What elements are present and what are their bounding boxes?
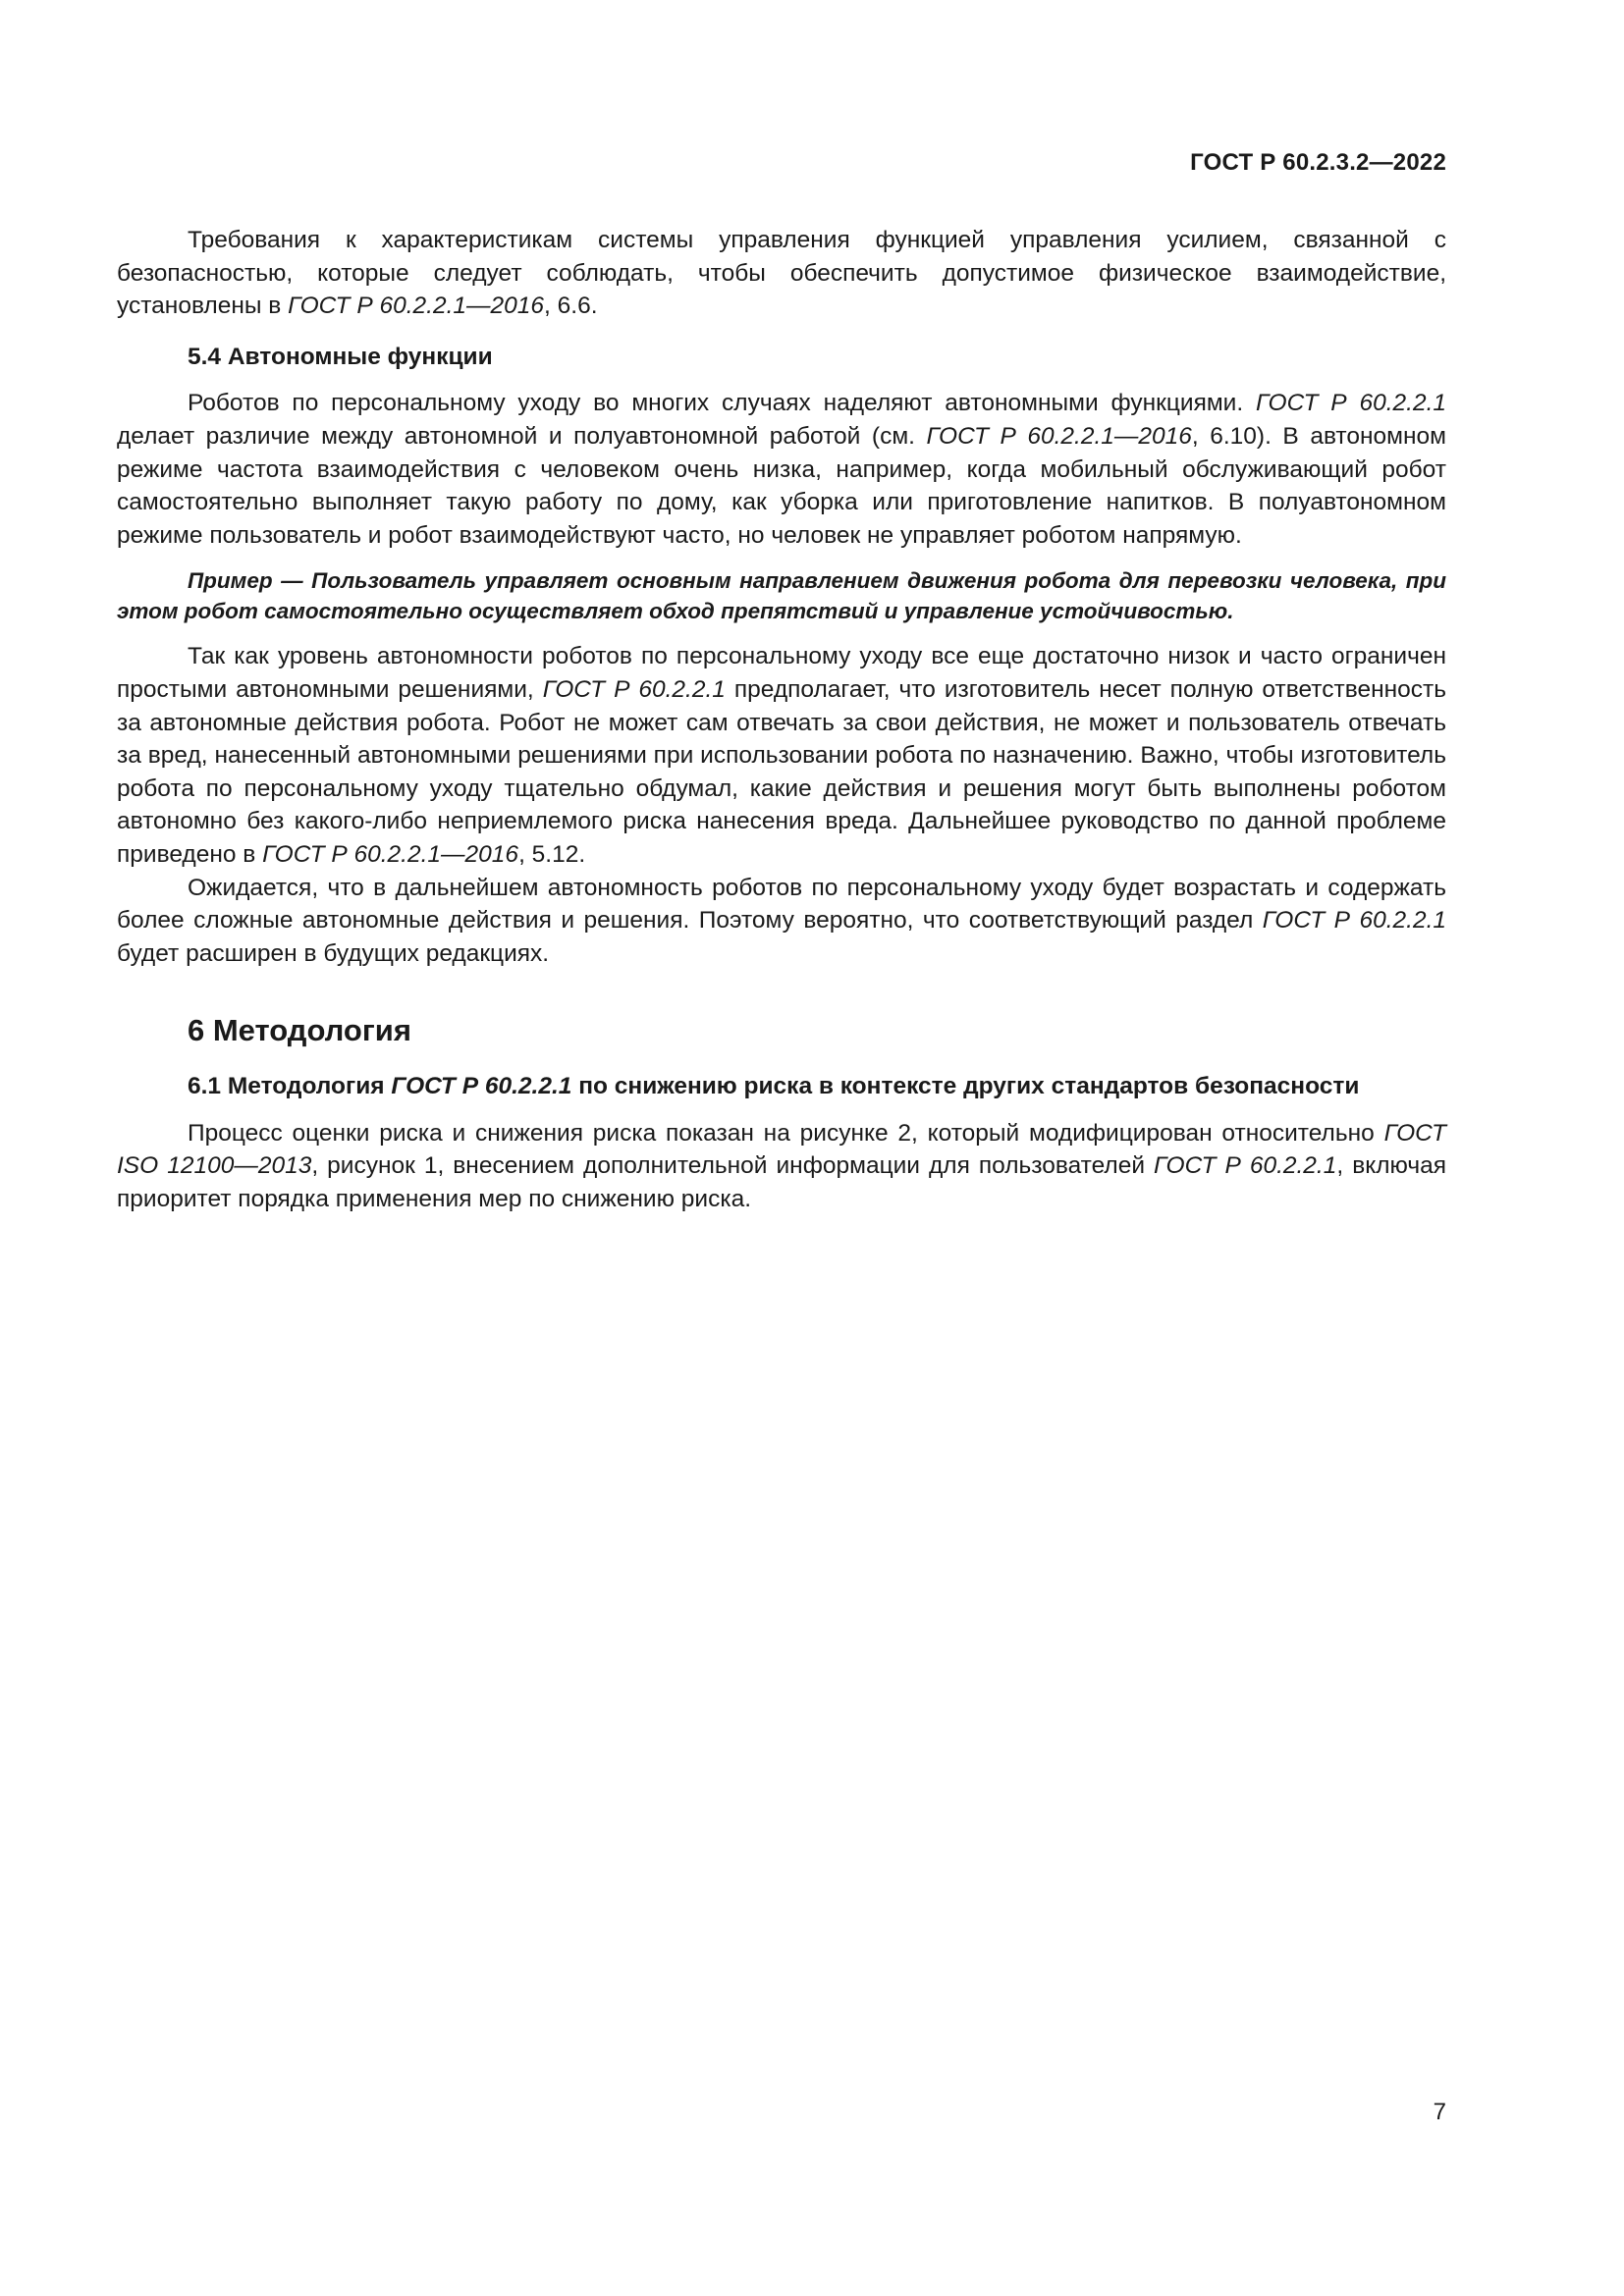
heading-text: 6.1 Методология: [188, 1073, 392, 1100]
text-run: , 6.10). В автономном режиме частота взаимодействия с человеком очень низка, например, когда мобильный обслуживающий робот самостоятельно выполняет такую работу по дому, как уборка или приготовление напитков. В полуавтономном режиме пользователь и робот взаимодействуют часто, но человек не управляет роботом напрямую.: [117, 422, 1446, 549]
heading-text: по снижению риска в контексте других стандартов безопасности: [571, 1073, 1360, 1100]
text-run: Процесс оценки риска и снижения риска показан на рисунке 2, который модифицирован относительно: [188, 1119, 1384, 1147]
standard-reference: ГОСТ Р 60.2.2.1: [1262, 907, 1446, 934]
paragraph-force-control: [117, 224, 1446, 323]
text-run: Так как уровень автономности роботов по персональному уходу все еще достаточно низок и часто ограничен простыми автономными решениями,: [117, 643, 1446, 703]
paragraph-autonomous-functions: [117, 387, 1446, 552]
example-note: Пример — Пользователь управляет основным направлением движения робота для перевозки человека, при этом робот самостоятельно осуществляет обход препятствий и управление устойчивостью.: [117, 568, 1446, 624]
paragraph-risk-process: [117, 1117, 1446, 1216]
text-run: , включая приоритет порядка применения мер по снижению риска.: [117, 1152, 1446, 1213]
text-run: , 6.6.: [544, 293, 598, 320]
standard-reference: ГОСТ Р 60.2.2.1—2016: [288, 293, 545, 320]
text-run: будет расширен в будущих редакциях.: [117, 939, 550, 967]
text-run: Роботов по персональному уходу во многих случаях наделяют автономными функциями.: [188, 390, 1257, 417]
page-content: [117, 224, 1446, 1216]
standard-reference: ГОСТ Р 60.2.2.1: [391, 1073, 572, 1100]
standard-reference: ГОСТ Р 60.2.2.1: [1154, 1152, 1337, 1180]
standard-reference: ГОСТ ISO 12100—2013: [117, 1119, 1446, 1180]
text-run: предполагает, что изготовитель несет полную ответственность за автономные действия робота. Робот не может сам отвечать за свои действия, не может и пользователь отвечать за вред, нанесенный автономными решениями при использовании робота по назначению. Важно, чтобы изготовитель робота по персональному уходу тщательно обдумал, какие действия и решения могут быть выполнены роботом автономно без какого-либо неприемлемого риска нанесения вреда. Дальнейшее руководство по данной проблеме приведено в: [117, 675, 1446, 868]
document-code-header: ГОСТ Р 60.2.3.2—2022: [1190, 149, 1446, 176]
text-run: Ожидается, что в дальнейшем автономность роботов по персональному уходу будет возрастать и содержать более сложные автономные действия и решения. Поэтому вероятно, что соответствующий раздел: [117, 874, 1446, 934]
paragraph-manufacturer-responsibility: [117, 640, 1446, 871]
text-run: , рисунок 1, внесением дополнительной информации для пользователей: [311, 1152, 1155, 1180]
text-run: Требования к характеристикам системы управления функцией управления усилием, связанной с безопасностью, которые следует соблюдать, чтобы обеспечить допустимое физическое взаимодействие, установлены в: [117, 227, 1446, 320]
section-heading-5-4: 5.4 Автономные функции: [188, 343, 493, 370]
text-run: , 5.12.: [518, 840, 586, 868]
standard-reference: ГОСТ Р 60.2.2.1: [542, 675, 726, 703]
paragraph-future-autonomy: [117, 872, 1446, 971]
section-heading-6-1: [117, 1070, 1446, 1103]
standard-reference: ГОСТ Р 60.2.2.1—2016: [262, 840, 519, 868]
text-run: делает различие между автономной и полуавтономной работой (см.: [117, 422, 927, 450]
page-number: 7: [1433, 2099, 1446, 2125]
section-heading-6: 6 Методология: [188, 1013, 411, 1048]
standard-reference: ГОСТ Р 60.2.2.1: [1256, 390, 1446, 417]
standard-reference: ГОСТ Р 60.2.2.1—2016: [926, 422, 1192, 450]
